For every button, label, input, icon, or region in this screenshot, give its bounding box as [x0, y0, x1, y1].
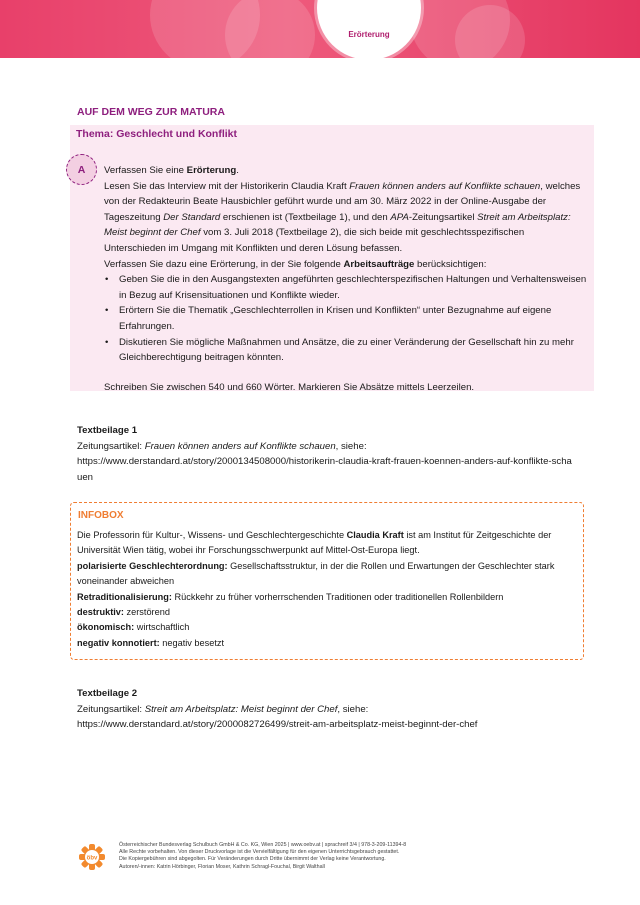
- task-bullet: • Geben Sie die in den Ausgangstexten angeführten geschlechterspezifischen Haltungen und Verhaltensweisen in Bezug auf Krisensituationen und Konflikte wieder.: [104, 272, 588, 303]
- task-closing: Schreiben Sie zwischen 540 und 660 Wörter. Markieren Sie Absätze mittels Leerzeilen.: [104, 381, 475, 393]
- task-assignments-intro: Verfassen Sie dazu eine Erörterung, in der Sie folgende Arbeitsaufträge berücksichtigen:: [104, 258, 487, 270]
- task-text: [104, 163, 588, 395]
- textbeilage-1-source: Zeitungsartikel: Frauen können anders auf Konflikte schauen, siehe:: [77, 440, 367, 452]
- chapter-tab-label: Erörterung: [348, 30, 390, 39]
- footer-imprint: [119, 842, 539, 871]
- footer-line: Alle Rechte vorbehalten. Von dieser Druckvorlage ist die Vervielfältigung für den eigenen Unterrichtsgebrauch gestattet.: [119, 849, 400, 856]
- textbeilage-2-heading: Textbeilage 2: [77, 688, 138, 699]
- textbeilage-1-heading: Textbeilage 1: [77, 425, 138, 436]
- textbeilage-2-source: Zeitungsartikel: Streit am Arbeitsplatz: Meist beginnt der Chef, siehe:: [77, 703, 369, 715]
- banner-bubble: [225, 0, 315, 58]
- textbeilage-2-link[interactable]: https://www.derstandard.at/story/2000082726499/streit-am-arbeitsplatz-meist-beginnt-der-chef: [77, 719, 478, 731]
- task-heading: Thema: Geschlecht und Konflikt: [76, 128, 238, 140]
- textbeilage-1-link[interactable]: https://www.derstandard.at/story/2000134508000/historikerin-claudia-kraft-frauen-koennen-anders-auf-konflikte-schauen: [77, 456, 572, 483]
- footer-line: Autoren/-innen: Katrin Hörbinger, Florian Moser, Kathrin Schragl-Fouchal, Birgit Walthall: [119, 863, 325, 870]
- textbeilage-2: [77, 686, 577, 733]
- infobox-text: [77, 528, 582, 651]
- task-description: Lesen Sie das Interview mit der Historikerin Claudia Kraft Frauen können anders auf Konflikte schauen, welches von der Redakteurin Beate Hausbichler geführt wurde und am 30. März 2022 in der Online-Ausgabe der Tageszeitung Der Standard erschienen ist (Textbeilage 1), und den APA-Zeitungsartikel Streit am Arbeitsplatz: Meist beginnt der Chef vom 3. Juli 2018 (Textbeilage 2), die sich beide mit geschlechtsspezifischen Unterschieden im Umgang mit Konflikten und deren Lösung befassen.: [104, 180, 581, 254]
- textbeilage-1: [77, 423, 577, 485]
- task-bullet-list: [104, 272, 588, 366]
- infobox-title: INFOBOX: [78, 510, 124, 521]
- footer-line: Die Kopiergebühren sind abgegolten. Für Veränderungen durch Dritte übernimmt der Verlag keine Verantwortung.: [119, 856, 386, 863]
- task-bullet: • Diskutieren Sie mögliche Maßnahmen und Ansätze, die zu einer Veränderung der Gesellschaft hin zu mehr Gleichberechtigung beitragen könnten.: [104, 335, 588, 366]
- infobox-intro: Die Professorin für Kultur-, Wissens- und Geschlechtergeschichte Claudia Kraft ist am Institut für Zeitgeschichte der Universität Wien tätig, wobei ihr Forschungsschwerpunkt auf Mittel-Ost-Europa liegt.: [77, 530, 552, 556]
- oebv-logo-icon: [78, 843, 106, 871]
- infobox-term: ökonomisch: wirtschaftlich: [77, 622, 190, 633]
- task-instruction: Verfassen Sie eine Erörterung.: [104, 165, 239, 176]
- infobox-term: polarisierte Geschlechterordnung: Gesellschaftsstruktur, in der die Rollen und Erwartungen der Geschlechter stark voneinander abweichen: [77, 560, 555, 587]
- infobox-term: Retraditionalisierung: Rückkehr zu früher vorherrschenden Traditionen oder traditionellen Rollenbildern: [77, 591, 504, 602]
- oebv-logo-text: öbv: [86, 855, 98, 862]
- infobox-term: destruktiv: zerstörend: [77, 607, 170, 618]
- infobox-term: negativ konnotiert: negativ besetzt: [77, 637, 225, 648]
- section-title: AUF DEM WEG ZUR MATURA: [77, 106, 225, 118]
- task-bullet: • Erörtern Sie die Thematik „Geschlechterrollen in Krisen und Konflikten“ unter Bezugnahme auf eigene Erfahrungen.: [104, 303, 588, 334]
- task-badge: A: [66, 154, 97, 185]
- footer-line: Österreichischer Bundesverlag Schulbuch GmbH & Co. KG, Wien 2025 | www.oebv.at | sprachreif 3/4 | 978-3-209-11394-8: [119, 842, 407, 848]
